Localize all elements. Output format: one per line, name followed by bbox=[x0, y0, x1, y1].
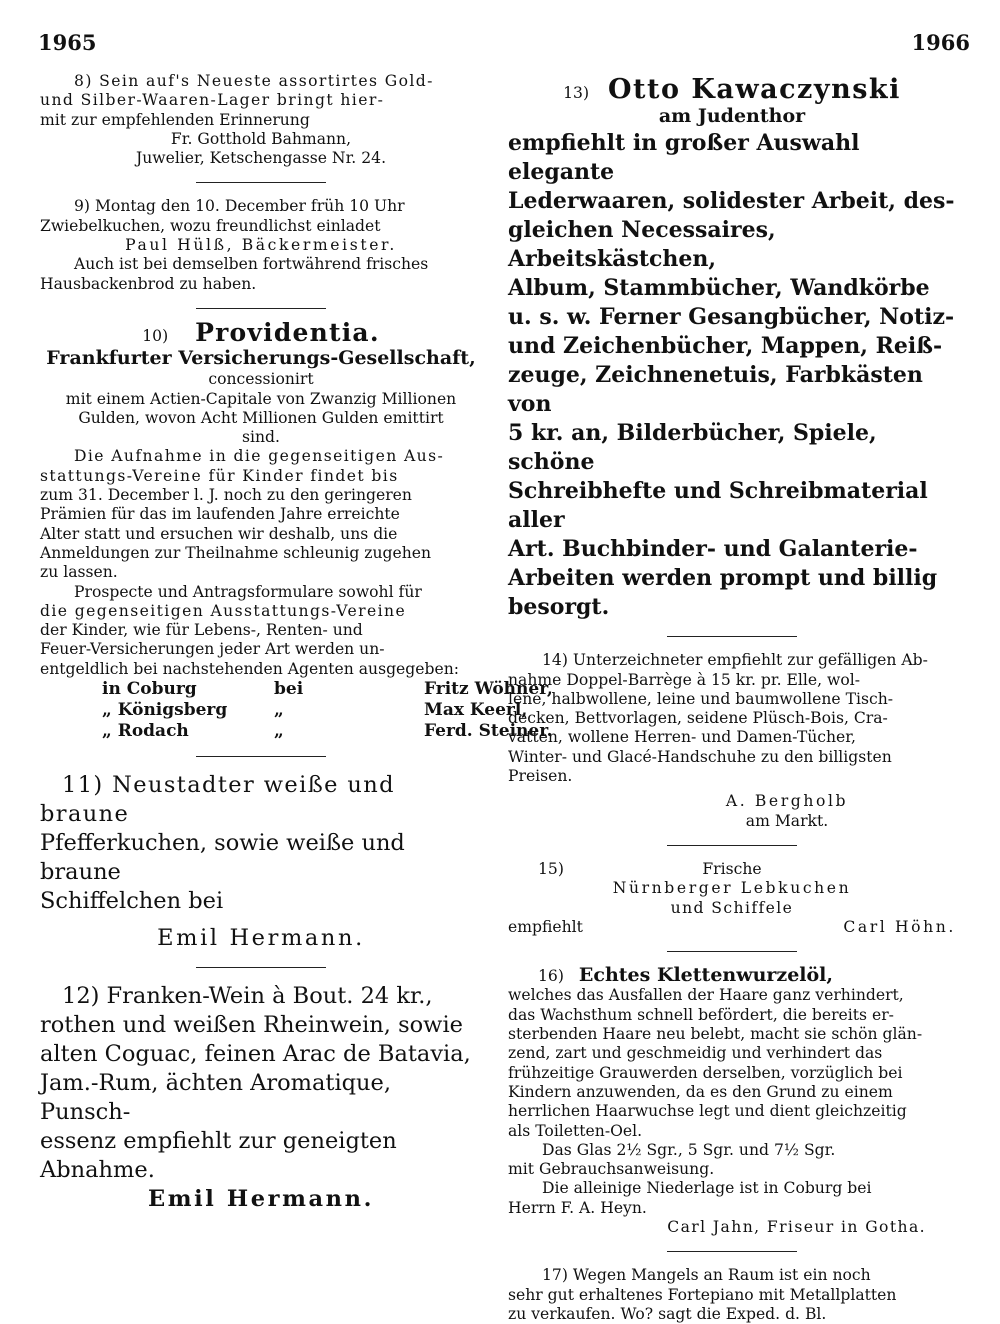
ad-text: Alter statt und ersuchen wir deshalb, uns die bbox=[40, 524, 398, 543]
ad-text: rothen und weißen Rheinwein, sowie bbox=[40, 1012, 463, 1039]
ad-subtitle: Frankfurter Versicherungs-Gesellschaft, bbox=[46, 347, 476, 370]
ad-text: Frische bbox=[702, 859, 762, 878]
ad-signature: Emil Hermann. bbox=[147, 1186, 375, 1213]
ad-text: 17) Wegen Mangels an Raum ist ein noch bbox=[542, 1266, 871, 1285]
divider bbox=[667, 636, 797, 637]
ad-14 bbox=[508, 651, 956, 831]
ad-text: Die alleinige Niederlage ist in Coburg bei bbox=[542, 1179, 872, 1198]
ad-text: zum 31. December l. J. noch zu den geringeren bbox=[40, 486, 412, 505]
ad-text: Zwiebelkuchen, wozu freundlichst einladet bbox=[40, 216, 381, 235]
right-column bbox=[508, 64, 956, 1324]
ad-text: als Toiletten-Oel. bbox=[508, 1121, 643, 1140]
divider bbox=[196, 967, 326, 968]
ad-text: Schreibhefte und Schreibmaterial aller bbox=[508, 478, 928, 534]
ad-title: Echtes Klettenwurzelöl, bbox=[578, 964, 834, 987]
ad-signature-row bbox=[508, 918, 956, 937]
ad-text: Arbeiten werden prompt und billig bbox=[508, 565, 938, 592]
ad-text: 8) Sein auf's Neueste assortirtes Gold- bbox=[74, 72, 434, 90]
ad-text: Feuer-Versicherungen jeder Art werden un- bbox=[40, 640, 385, 659]
ad-title: Otto Kawaczynski bbox=[608, 74, 901, 105]
ad-text: und Schiffele bbox=[670, 898, 794, 917]
ad-text: u. s. w. Ferner Gesangbücher, Notiz- bbox=[508, 304, 955, 331]
ad-text: alten Coguac, feinen Arac de Batavia, bbox=[40, 1041, 471, 1068]
ad-text: concessionirt bbox=[208, 370, 314, 389]
ad-signature: Emil Hermann. bbox=[157, 925, 365, 952]
ad-text: lene, halbwollene, leine und baumwollene Tisch- bbox=[508, 689, 894, 708]
ad-text: Kindern anzuwenden, da es den Grund zu einem bbox=[508, 1082, 893, 1101]
ad-text: sind. bbox=[242, 428, 280, 447]
ad-text: mit einem Actien-Capitale von Zwanzig Millionen bbox=[65, 389, 457, 408]
ad-signature: Carl Jahn, Friseur in Gotha. bbox=[667, 1218, 926, 1237]
ad-title: Providentia. bbox=[195, 317, 380, 347]
ad-text: mit zur empfehlenden Erinnerung bbox=[40, 110, 310, 129]
ad-text: herrlichen Haarwuchse legt und dient gleichzeitig bbox=[508, 1102, 907, 1121]
ad-text: 14) Unterzeichneter empfiehlt zur gefälligen Ab- bbox=[542, 651, 928, 670]
ad-text: Jam.-Rum, ächten Aromatique, Punsch- bbox=[40, 1070, 392, 1126]
ad-text: das Wachsthum schnell befördert, die bereits er- bbox=[508, 1005, 894, 1024]
ad-text: zu lassen. bbox=[40, 563, 118, 582]
ad-text: besorgt. bbox=[508, 594, 610, 621]
ad-17 bbox=[508, 1266, 956, 1324]
ad-8 bbox=[40, 72, 482, 168]
ad-text: am Judenthor bbox=[658, 105, 806, 128]
agent-place: „ Königsberg bbox=[102, 700, 228, 721]
ad-heading-row bbox=[40, 317, 482, 347]
ad-text: entgeldlich bei nachstehenden Agenten ausgegeben: bbox=[40, 659, 459, 678]
ad-text: Lederwaaren, solidester Arbeit, des- bbox=[508, 188, 955, 215]
ad-text: Anmeldungen zur Theilnahme schleunig zugehen bbox=[40, 543, 432, 562]
ad-signature: Carl Höhn. bbox=[843, 917, 956, 936]
ad-9 bbox=[40, 197, 482, 293]
ad-number: 13) bbox=[563, 84, 590, 102]
divider bbox=[667, 845, 797, 846]
ad-text: zend, zart und geschmeidig und verhindert das bbox=[508, 1044, 883, 1063]
ad-13 bbox=[508, 74, 956, 622]
divider bbox=[196, 308, 326, 309]
ad-text: 11) Neustadter weiße und braune bbox=[40, 772, 395, 828]
ad-text: Auch ist bei demselben fortwährend frisches bbox=[74, 255, 429, 274]
ad-text: stattungs-Vereine für Kinder findet bis bbox=[40, 466, 399, 485]
ad-text: zu verkaufen. Wo? sagt die Exped. d. Bl. bbox=[508, 1304, 827, 1323]
agent-place: „ Rodach bbox=[102, 721, 189, 742]
ad-text: Die Aufnahme in die gegenseitigen Aus- bbox=[74, 447, 445, 466]
ad-signature: Fr. Gotthold Bahmann, bbox=[170, 129, 352, 148]
ad-heading-row bbox=[508, 74, 956, 105]
ad-text: Gulden, wovon Acht Millionen Gulden emittirt bbox=[78, 408, 444, 427]
ad-text: zeuge, Zeichnenetuis, Farbkästen von bbox=[508, 362, 923, 418]
ad-text: nahme Doppel-Barrège à 15 kr. pr. Elle, wol- bbox=[508, 670, 861, 689]
ad-number: 10) bbox=[142, 326, 169, 345]
ad-text: 9) Montag den 10. December früh 10 Uhr bbox=[74, 197, 405, 216]
ad-signature: A. Bergholb bbox=[725, 792, 849, 811]
divider bbox=[196, 182, 326, 183]
ad-text: Winter- und Glacé-Handschuhe zu den billigsten bbox=[508, 747, 892, 766]
divider bbox=[667, 951, 797, 952]
ad-text: Art. Buchbinder- und Galanterie- bbox=[508, 536, 918, 563]
page-number-right: 1966 bbox=[911, 30, 970, 55]
ad-text: Schiffelchen bei bbox=[40, 888, 224, 915]
ad-heading-row bbox=[538, 966, 956, 986]
ad-text: Preisen. bbox=[508, 767, 573, 786]
ad-text: Prospecte und Antragsformulare sowohl für bbox=[74, 582, 422, 601]
ad-text: die gegenseitigen Ausstattungs-Vereine bbox=[40, 601, 407, 620]
ad-text: und Silber-Waaren-Lager bringt hier- bbox=[40, 91, 385, 110]
ad-12 bbox=[40, 982, 482, 1214]
ad-number: 15) bbox=[538, 859, 564, 878]
ad-text: Album, Stammbücher, Wandkörbe bbox=[508, 275, 930, 302]
ad-11 bbox=[40, 771, 482, 953]
ad-text: frühzeitige Grauwerden derselben, vorzüglich bei bbox=[508, 1063, 903, 1082]
ad-text: Prämien für das im laufenden Jahre erreichte bbox=[40, 505, 400, 524]
page-number-left: 1965 bbox=[38, 30, 97, 55]
ad-text: empfiehlt bbox=[508, 917, 583, 936]
ad-text: Nürnberger Lebkuchen bbox=[612, 879, 852, 898]
ad-text: sterbenden Haare neu belebt, macht sie schön glän- bbox=[508, 1025, 923, 1044]
ad-16 bbox=[508, 966, 956, 1237]
ad-text: 5 kr. an, Bilderbücher, Spiele, schöne bbox=[508, 420, 877, 476]
divider bbox=[667, 1251, 797, 1252]
ad-text: und Zeichenbücher, Mappen, Reiß- bbox=[508, 333, 943, 360]
agent-place: in Coburg bbox=[102, 679, 197, 700]
ad-text: gleichen Necessaires, Arbeitskästchen, bbox=[508, 217, 776, 273]
ad-text: 12) Franken-Wein à Bout. 24 kr., bbox=[62, 983, 433, 1010]
ad-text: welches das Ausfallen der Haare ganz verhindert, bbox=[508, 986, 904, 1005]
agent-prep: bei bbox=[274, 679, 304, 700]
ad-10 bbox=[40, 317, 553, 742]
ad-text: decken, Bettvorlagen, seidene Plüsch-Bois, Cra- bbox=[508, 709, 888, 728]
ad-signature: Paul Hülß, Bäckermeister. bbox=[125, 236, 397, 255]
ad-text: essenz empfiehlt zur geneigten Abnahme. bbox=[40, 1128, 397, 1184]
agents-list bbox=[102, 679, 553, 742]
ad-signature: Juwelier, Ketschengasse Nr. 24. bbox=[135, 149, 387, 168]
ad-text: Hausbackenbrod zu haben. bbox=[40, 274, 257, 293]
ad-text: sehr gut erhaltenes Fortepiano mit Metallplatten bbox=[508, 1285, 897, 1304]
agent-prep: „ bbox=[274, 721, 284, 742]
ad-text: Pfefferkuchen, sowie weiße und braune bbox=[40, 830, 405, 886]
agent-name: Max Keerl, bbox=[424, 700, 528, 721]
ad-number: 16) bbox=[538, 967, 564, 986]
ad-text: Herrn F. A. Heyn. bbox=[508, 1198, 647, 1217]
agent-name: Fritz Wöhner, bbox=[424, 679, 553, 700]
ad-15 bbox=[508, 860, 956, 937]
ad-signature: am Markt. bbox=[745, 811, 829, 830]
ad-text: vatten, wollene Herren- und Damen-Tücher, bbox=[508, 728, 856, 747]
ad-text: der Kinder, wie für Lebens-, Renten- und bbox=[40, 621, 363, 640]
agent-prep: „ bbox=[274, 700, 284, 721]
ad-heading-row bbox=[508, 860, 956, 879]
divider bbox=[196, 756, 326, 757]
agent-name: Ferd. Steiner. bbox=[424, 721, 553, 742]
ad-text: empfiehlt in großer Auswahl elegante bbox=[508, 130, 860, 186]
ad-text: Das Glas 2½ Sgr., 5 Sgr. und 7½ Sgr. bbox=[542, 1140, 836, 1159]
ad-text: mit Gebrauchsanweisung. bbox=[508, 1160, 715, 1179]
